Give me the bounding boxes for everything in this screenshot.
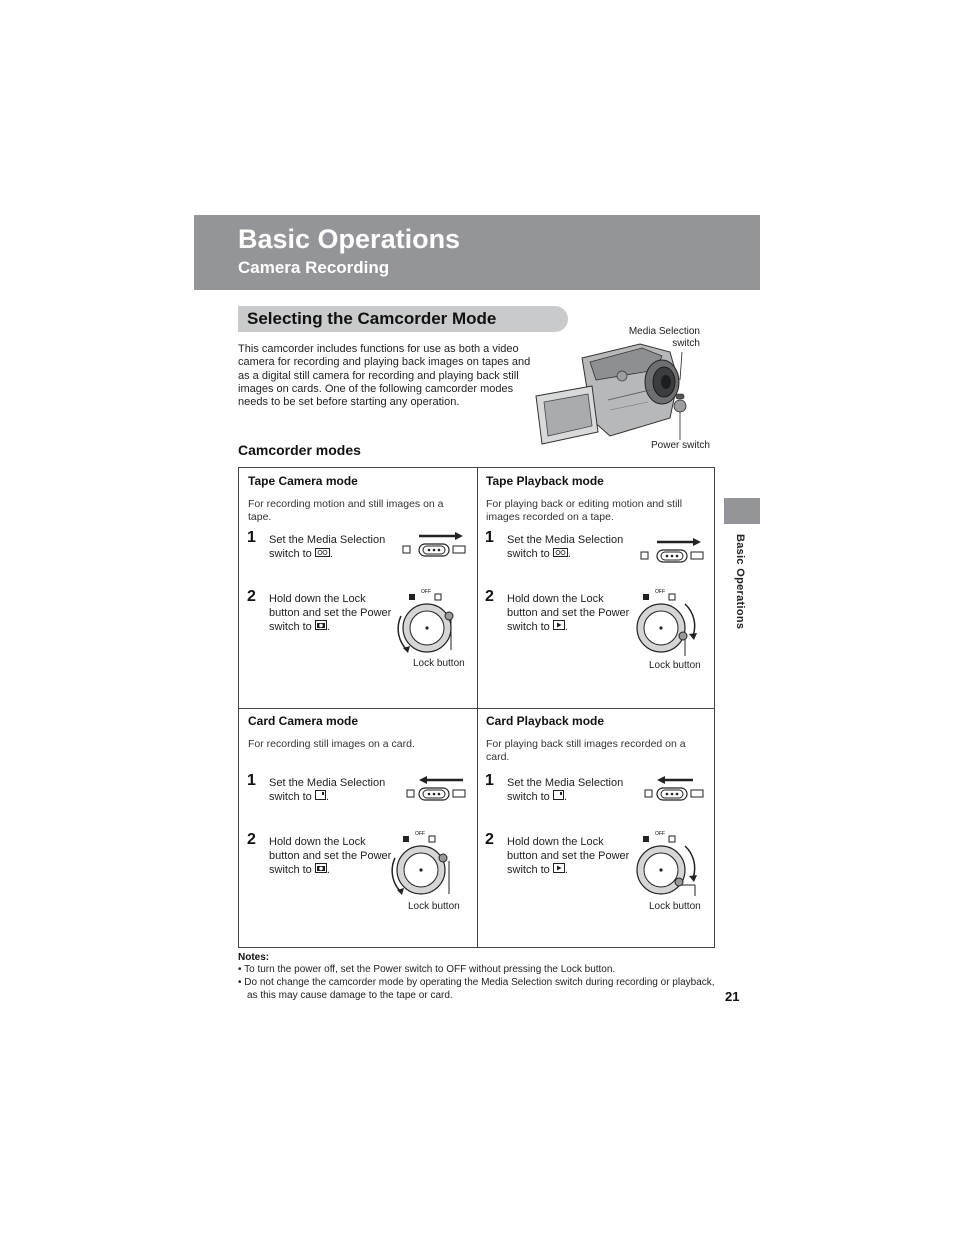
step-number: 2 <box>485 831 494 848</box>
step-1-text: Set the Media Selection switch to . <box>507 777 624 803</box>
camera-icon <box>315 863 327 877</box>
mode-cell-tape-playback <box>477 468 715 708</box>
side-tab <box>724 498 760 524</box>
section-title: Selecting the Camcorder Mode <box>247 309 497 328</box>
lock-button-label: Lock button <box>649 660 701 671</box>
step-1-text: Set the Media Selection switch to . <box>507 534 624 560</box>
mode-cell-tape-camera <box>239 468 477 708</box>
mode-title: Card Playback mode <box>486 714 605 728</box>
play-icon <box>553 620 565 634</box>
power-dial-diagram <box>393 586 471 664</box>
modes-grid <box>238 467 715 948</box>
side-tab-label: Basic Operations <box>734 534 746 630</box>
notes-heading: Notes: <box>238 952 270 963</box>
step-1-text: Set the Media Selection switch to . <box>269 777 386 803</box>
page-subtitle: Camera Recording <box>238 258 390 277</box>
lock-button-label: Lock button <box>413 658 465 669</box>
step-number: 1 <box>247 529 256 546</box>
media-switch-diagram <box>401 774 471 806</box>
power-dial-diagram <box>633 586 711 664</box>
svg-text:OFF: OFF <box>421 589 431 595</box>
modes-heading: Camcorder modes <box>238 442 361 458</box>
mode-title: Tape Camera mode <box>248 474 358 488</box>
step-1-label: Set the Media Selection switch to <box>507 777 624 803</box>
media-switch-diagram <box>639 774 709 806</box>
mode-description: For recording motion and still images on a tape. <box>248 498 444 523</box>
mode-description: For playing back or editing motion and still images recorded on a tape. <box>486 498 683 523</box>
step-number: 1 <box>485 529 494 546</box>
camera-icon <box>315 620 327 634</box>
intro-paragraph: This camcorder includes functions for use as both a video camera for recording and playing back images on tapes and as a digital still camera for recording and playing back still images on cards. One of the following camcorder modes needs to be set before starting any operation. <box>238 343 531 409</box>
tape-icon <box>315 547 330 561</box>
note-item: • Do not change the camcorder mode by operating the Media Selection switch during recording or playback, as this may cause damage to the tape or card. <box>238 977 715 1001</box>
step-number: 2 <box>247 588 256 605</box>
mode-title: Card Camera mode <box>248 714 359 728</box>
step-2-text: Hold down the Lock button and set the Power switch to . <box>269 836 392 876</box>
note-item: • To turn the power off, set the Power switch to OFF without pressing the Lock button. <box>238 964 616 975</box>
media-switch-diagram <box>639 536 709 568</box>
card-icon <box>315 790 326 804</box>
power-dial-diagram <box>389 828 467 906</box>
step-number: 1 <box>247 772 256 789</box>
callout-power-switch: Power switch <box>651 440 710 451</box>
svg-text:OFF: OFF <box>415 831 425 837</box>
lock-button-label: Lock button <box>408 901 460 912</box>
svg-text:OFF: OFF <box>655 589 665 595</box>
step-1-label: Set the Media Selection switch to <box>269 777 386 803</box>
card-icon <box>553 790 564 804</box>
power-dial-diagram <box>633 828 711 906</box>
step-2-label: Hold down the Lock button and set the Power switch to <box>507 593 630 633</box>
step-2-text: Hold down the Lock button and set the Power switch to . <box>269 593 392 633</box>
mode-cell-card-playback <box>477 708 715 948</box>
step-number: 2 <box>485 588 494 605</box>
step-1-label: Set the Media Selection switch to <box>507 534 624 560</box>
page-number: 21 <box>725 989 740 1004</box>
step-2-label: Hold down the Lock button and set the Power switch to <box>507 836 630 876</box>
step-number: 1 <box>485 772 494 789</box>
step-1-text: Set the Media Selection switch to . <box>269 534 386 560</box>
play-icon <box>553 863 565 877</box>
tape-icon <box>553 547 568 561</box>
step-1-label: Set the Media Selection switch to <box>269 534 386 560</box>
page-title: Basic Operations <box>238 224 461 254</box>
mode-description: For recording still images on a card. <box>248 738 415 750</box>
lock-button-label: Lock button <box>649 901 701 912</box>
camcorder-illustration <box>530 340 700 448</box>
callout-media-selection: Media Selection switch <box>628 326 700 349</box>
media-switch-diagram <box>401 530 471 562</box>
mode-cell-card-camera <box>239 708 477 948</box>
step-2-label: Hold down the Lock button and set the Power switch to <box>269 836 392 876</box>
step-2-text: Hold down the Lock button and set the Power switch to . <box>507 836 630 876</box>
mode-title: Tape Playback mode <box>486 474 604 488</box>
step-2-text: Hold down the Lock button and set the Power switch to . <box>507 593 630 633</box>
step-number: 2 <box>247 831 256 848</box>
mode-description: For playing back still images recorded on a card. <box>486 738 686 763</box>
step-2-label: Hold down the Lock button and set the Power switch to <box>269 593 392 633</box>
svg-text:OFF: OFF <box>655 831 665 837</box>
